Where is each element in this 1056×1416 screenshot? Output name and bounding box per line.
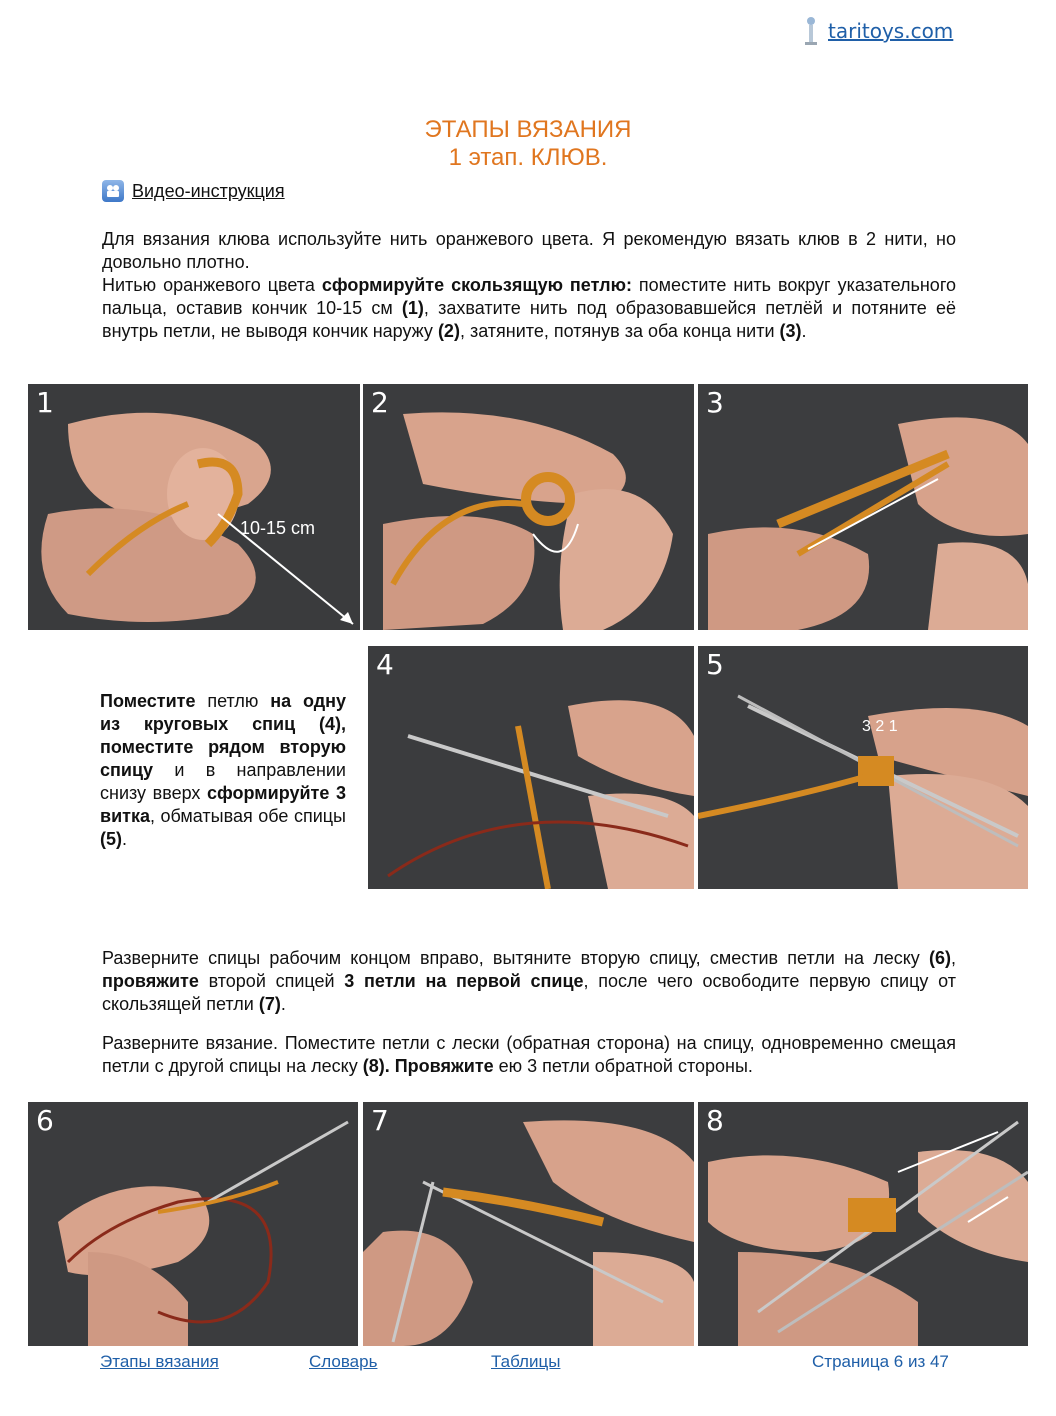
footer-link-dictionary[interactable]: Словарь <box>309 1352 378 1371</box>
photo-needle-yarn-illustration <box>368 646 694 889</box>
intro-text: , захватите нить под образовавшейся петлёй и потяните её внутрь петли, не выводя кончик наружу <box>102 298 956 341</box>
photo-number: 7 <box>371 1104 389 1137</box>
mid-ref-6: (6) <box>928 948 951 968</box>
photo-needle-yarn-illustration <box>363 1102 694 1346</box>
step-photo-2 <box>363 384 694 630</box>
mid-paragraph-1 <box>102 947 956 1016</box>
photo-number: 6 <box>36 1104 54 1137</box>
photo-number: 4 <box>376 648 394 681</box>
photo-measure-label: 10-15 cm <box>240 518 316 538</box>
side-bold: поместите рядом вторую спицу <box>100 737 346 780</box>
photo-number: 8 <box>706 1104 724 1137</box>
photo-number: 5 <box>706 648 724 681</box>
mid-text: , после чего освободите первую спицу от скользящей петли <box>102 971 956 1014</box>
video-camera-icon <box>102 180 124 202</box>
mid-paragraph-2 <box>102 1032 956 1078</box>
photo-needle-yarn-illustration <box>698 1102 1028 1346</box>
mid-bold: провяжите <box>102 971 199 991</box>
footer-link-stages[interactable]: Этапы вязания <box>100 1352 219 1371</box>
step-photo-7 <box>363 1102 694 1346</box>
side-text: . <box>122 829 128 849</box>
mid-text: Разверните спицы рабочим концом вправо, вытяните вторую спицу, сместив петли на леску <box>102 948 929 968</box>
intro-ref-1: (1) <box>401 298 424 318</box>
mid-text: второй спицей <box>198 971 345 991</box>
side-paragraph <box>100 690 346 851</box>
photo-number: 3 <box>706 386 724 419</box>
step-photo-1 <box>28 384 360 630</box>
step-photo-5 <box>698 646 1028 889</box>
photo-hand-yarn-illustration <box>363 384 694 630</box>
video-link-label[interactable]: Видео-инструкция <box>132 180 285 201</box>
mid-bold: 3 петли на первой спице <box>344 971 584 991</box>
photo-number: 2 <box>371 386 389 419</box>
mid-bold: Провяжите <box>394 1056 494 1076</box>
mid-ref-7: (7) <box>258 994 281 1014</box>
side-ref: (5) <box>100 829 122 849</box>
photo-needle-yarn-illustration <box>28 1102 358 1346</box>
logo-figure-icon <box>800 16 822 46</box>
title-line-2: 1 этап. КЛЮВ. <box>448 144 608 171</box>
intro-ref-2: (2) <box>437 321 460 341</box>
mid-ref-8: (8). <box>362 1056 390 1076</box>
intro-ref-3: (3) <box>779 321 802 341</box>
intro-bold: сформируйте скользящую петлю: <box>321 275 632 295</box>
photo-hand-yarn-illustration <box>28 384 360 630</box>
step-photo-4 <box>368 646 694 889</box>
side-text: , обматывая обе спицы <box>149 806 346 826</box>
intro-text: Нитью оранжевого цвета <box>102 275 322 295</box>
side-bold: на одну из круговых спиц (4) <box>100 691 347 734</box>
mid-text: ею 3 петли обратной стороны. <box>493 1056 753 1076</box>
side-bold: , <box>340 714 346 734</box>
step-photo-3 <box>698 384 1028 630</box>
site-logo[interactable] <box>800 16 953 46</box>
side-text: и в направлении снизу вверх <box>100 760 346 803</box>
logo-text[interactable]: taritoys.com <box>828 19 954 43</box>
page-number: Страница 6 из 47 <box>812 1352 949 1371</box>
intro-paragraph-2 <box>102 274 956 343</box>
intro-text: . <box>801 321 807 341</box>
photo-needle-yarn-illustration <box>698 646 1028 889</box>
intro-text: поместите нить вокруг указательного пальца, оставив кончик 10-15 см <box>102 275 956 318</box>
side-bold: Поместите <box>100 691 196 711</box>
photo-number: 1 <box>36 386 54 419</box>
mid-text: Разверните вязание. Поместите петли с лески (обратная сторона) на спицу, одновременно смещая петли с другой спицы на леску <box>102 1033 956 1076</box>
side-bold: сформируйте 3 витка <box>100 783 346 826</box>
intro-text: , затяните, потянув за оба конца нити <box>459 321 780 341</box>
page-title <box>0 116 1056 172</box>
intro-paragraph-1: Для вязания клюва используйте нить оранжевого цвета. Я рекомендую вязать клюв в 2 нити, но довольно плотно. <box>102 229 956 272</box>
mid-text: , <box>950 948 956 968</box>
side-text: петлю <box>195 691 271 711</box>
title-line-1: ЭТАПЫ ВЯЗАНИЯ <box>424 116 632 143</box>
photo-turn-label: 3 2 1 <box>862 718 898 735</box>
video-link[interactable] <box>102 180 285 202</box>
photo-hand-yarn-illustration <box>698 384 1028 630</box>
footer-link-tables[interactable]: Таблицы <box>491 1352 561 1371</box>
step-photo-6 <box>28 1102 358 1346</box>
step-photo-8 <box>698 1102 1028 1346</box>
mid-text: . <box>280 994 286 1014</box>
